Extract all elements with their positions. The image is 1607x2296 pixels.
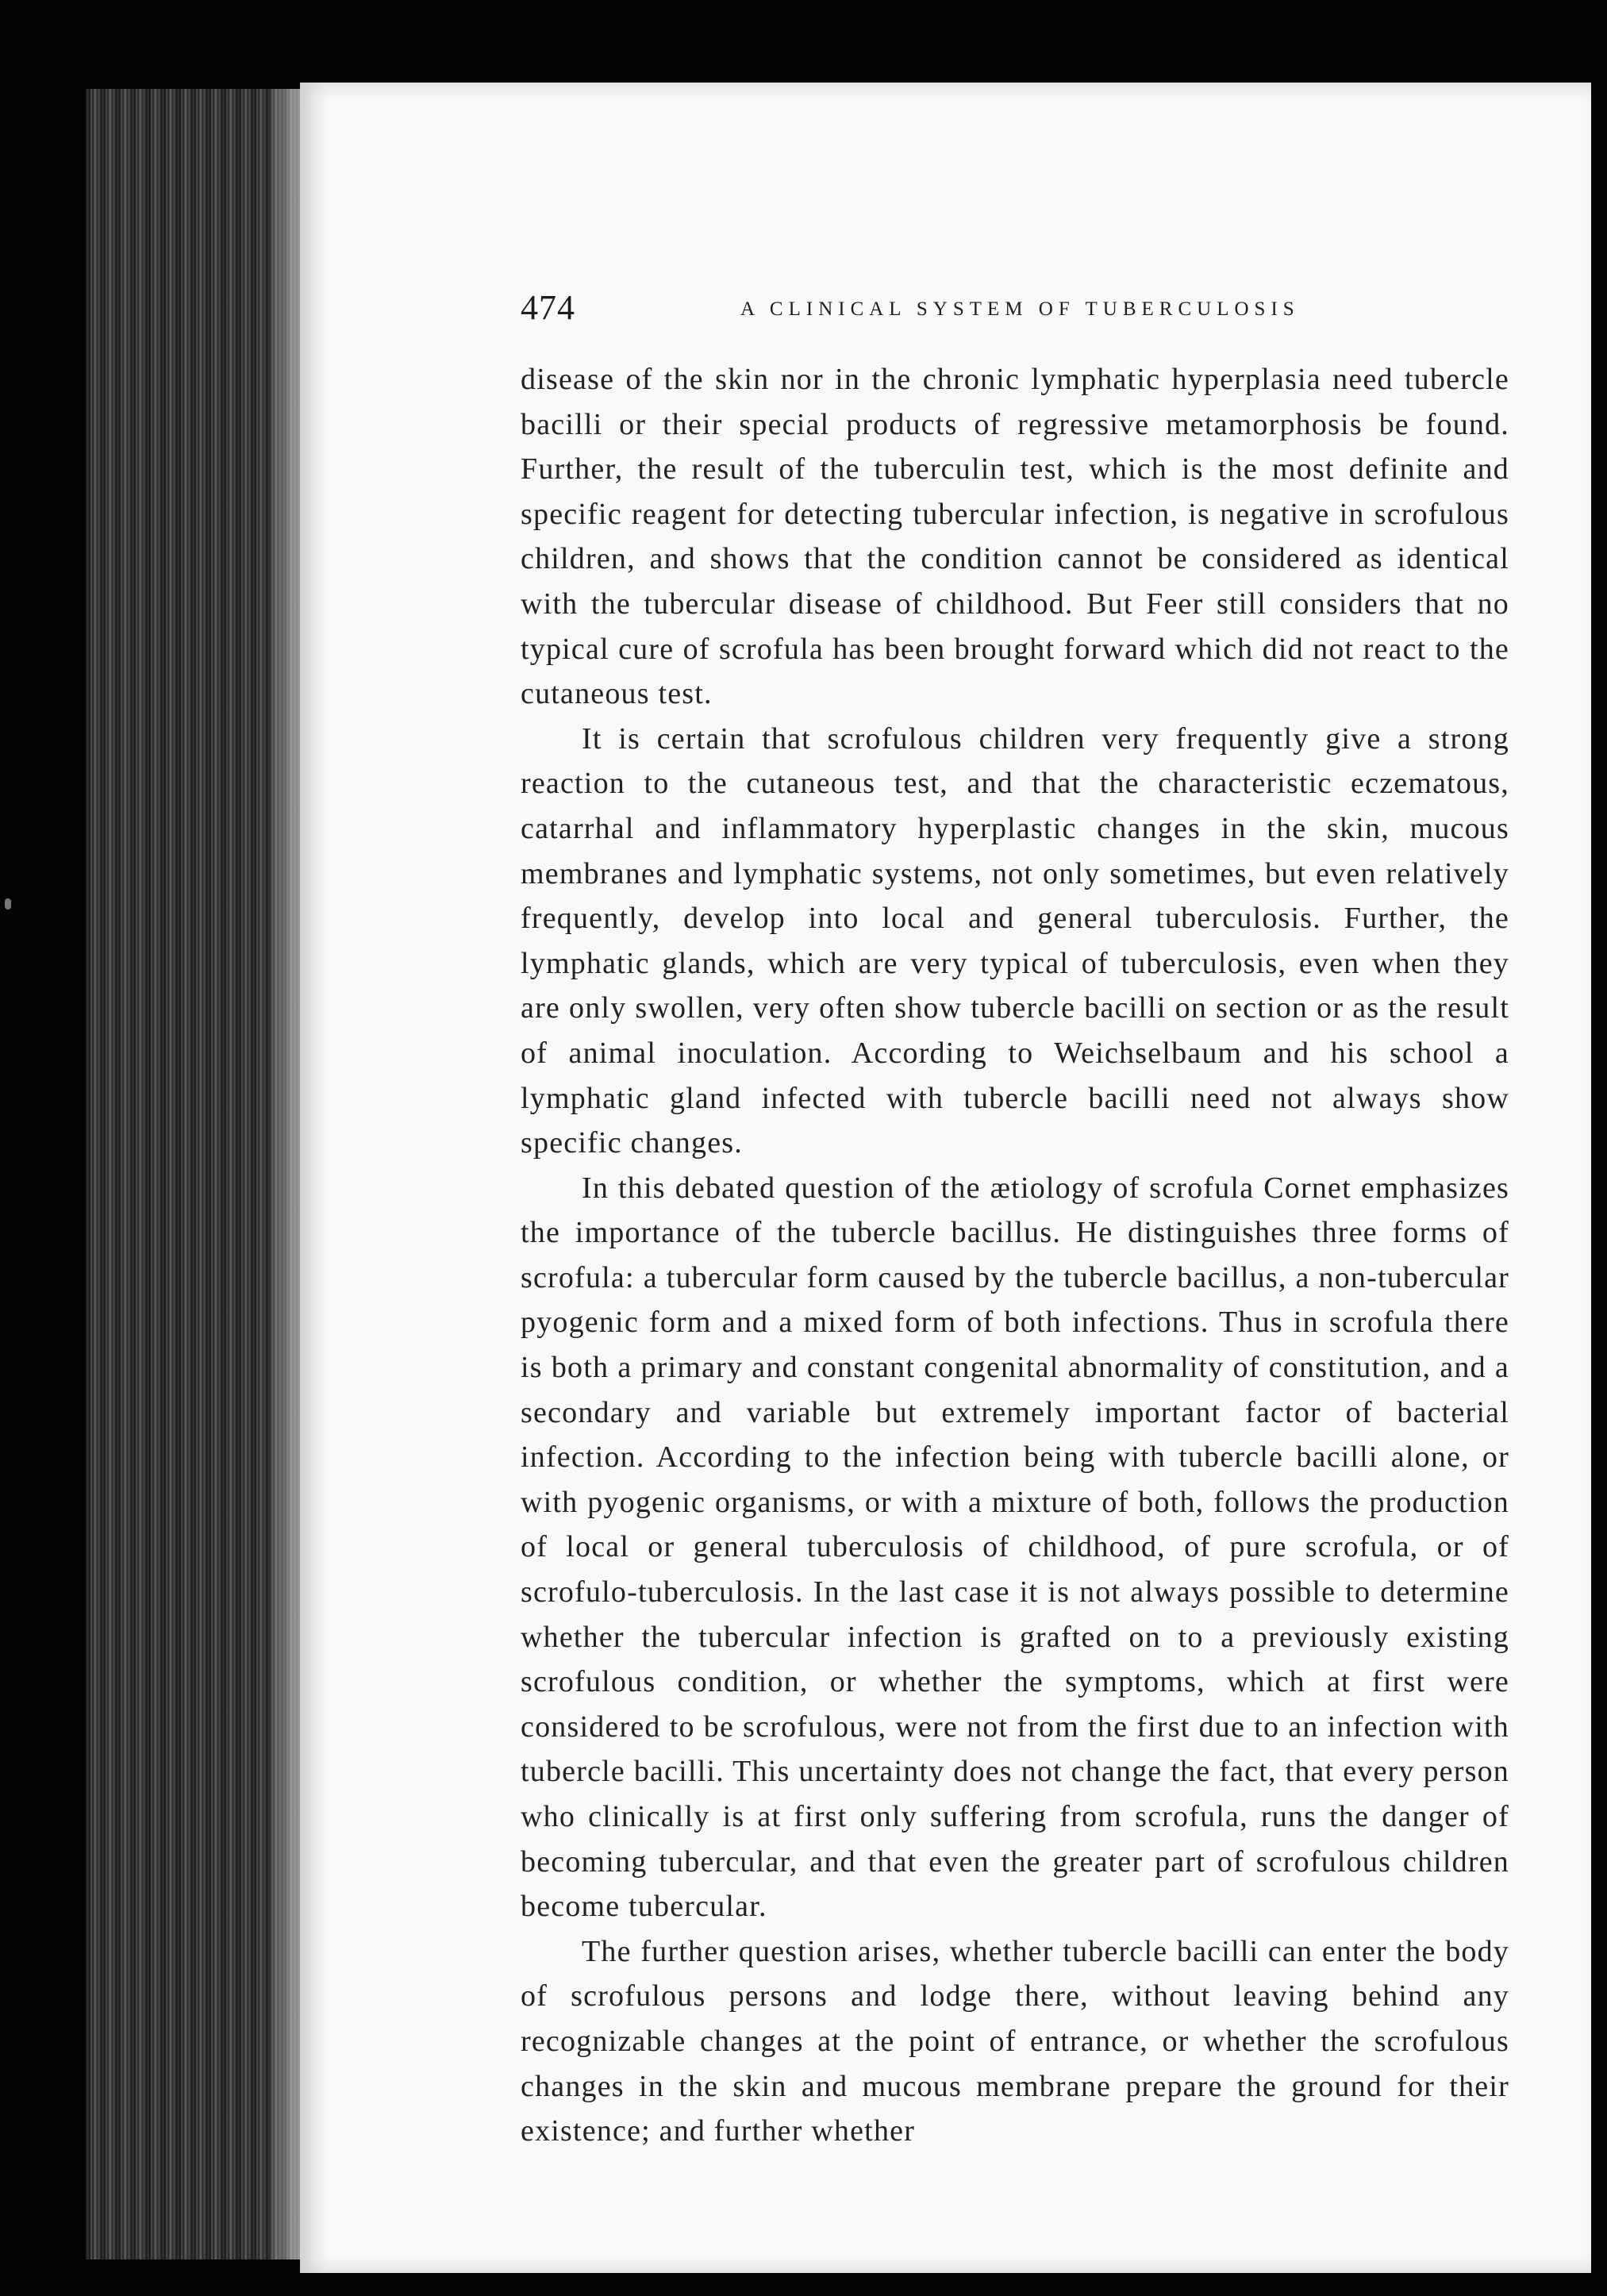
- running-head: A CLINICAL SYSTEM OF TUBERCULOSIS: [740, 298, 1300, 320]
- paragraph: It is certain that scrofulous children very frequently give a strong reaction to the cutaneous test, and that the characteristic eczematous, catarrhal and inflammatory hyperplastic changes in the skin, mucous membranes and lymphatic systems, not only sometimes, but even relatively frequently, develop into local and general tuberculosis. Further, the lymphatic glands, which are very typical of tuberculosis, even when they are only swollen, very often show tubercle bacilli on section or as the result of animal inoculation. According to Weichselbaum and his school a lymphatic gland infected with tubercle bacilli need not always show specific changes.: [521, 721, 1509, 1160]
- book-page: [300, 83, 1591, 2273]
- page-header: [521, 287, 1505, 335]
- paragraph: In this debated question of the ætiology of scrofula Cornet emphasizes the importance of the tubercle bacillus. He distinguishes three forms of scrofula: a tubercular form caused by the tubercle bacillus, a non-tubercular pyogenic form and a mixed form of both infections. Thus in scrofula there is both a primary and constant congenital abnormality of constitution, and a secondary and variable but extremely important factor of bacterial infection. According to the infection being with tubercle bacilli alone, or with pyogenic organisms, or with a mixture of both, follows the production of local or general tuberculosis of childhood, of pure scrofula, or of scrofulo-tuberculosis. In the last case it is not always possible to determine whether the tubercular infection is grafted on to a previously existing scrofulous condition, or whether the symptoms, which at first were considered to be scrofulous, were not from the first due to an infection with tubercle bacilli. This uncertainty does not change the fact, that every person who clinically is at first only suffering from scrofula, runs the danger of becoming tubercular, and that even the greater part of scrofulous children become tubercular.: [521, 1171, 1509, 1924]
- scan-speck: [5, 898, 11, 910]
- page-number: 474: [521, 288, 575, 327]
- paragraph-continued: disease of the skin nor in the chronic lymphatic hyperplasia need tubercle bacilli or their special products of regressive metamorphosis be found. Further, the result of the tuberculin test, which is the most definite and specific reagent for detecting tubercular infection, is negative in scrofulous children, and shows that the condition cannot be considered as identical with the tubercular disease of childhood. But Feer still considers that no typical cure of scrofula has been brought forward which did not react to the cutaneous test.: [521, 363, 1509, 711]
- paragraph: The further question arises, whether tubercle bacilli can enter the body of scrofulous persons and lodge there, without leaving behind any recognizable changes at the point of entrance, or whether the scrofulous changes in the skin and mucous membrane prepare the ground for their existence; and further whether: [521, 1934, 1509, 2148]
- book-page-edges: [86, 89, 302, 2259]
- body-text: [521, 357, 1509, 2154]
